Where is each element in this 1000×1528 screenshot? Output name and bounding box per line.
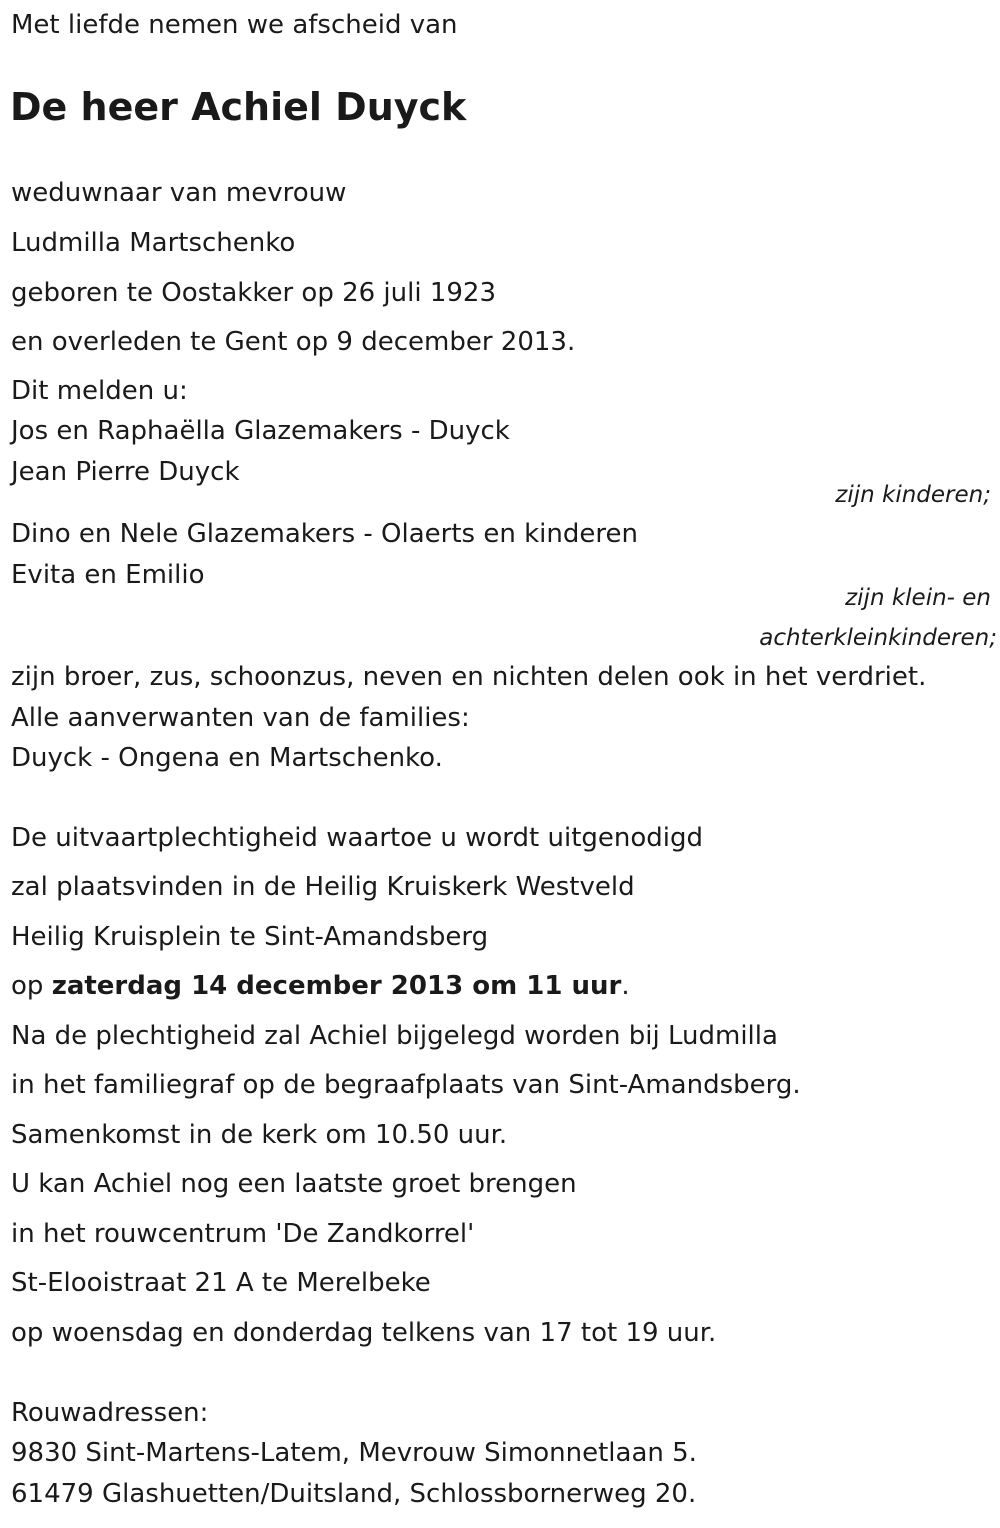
grandchildren-role: achterkleinkinderen; — [759, 625, 997, 651]
bio-line: geboren te Oostakker op 26 juli 1923 — [11, 278, 497, 308]
ceremony-line: St-Elooistraat 21 A te Merelbeke — [11, 1268, 431, 1298]
grandchild-line: Dino en Nele Glazemakers - Olaerts en kinderen — [11, 519, 638, 549]
bio-line: Ludmilla Martschenko — [11, 228, 296, 258]
others-line: zijn broer, zus, schoonzus, neven en nichten delen ook in het verdriet. — [11, 662, 927, 692]
grandchildren-role: zijn klein- en — [845, 585, 991, 611]
ceremony-line: op woensdag en donderdag telkens van 17 tot 19 uur. — [11, 1318, 717, 1348]
addresses-heading: Rouwadressen: — [11, 1398, 209, 1428]
bio-line: en overleden te Gent op 9 december 2013. — [11, 327, 576, 357]
others-line: Duyck - Ongena en Martschenko. — [11, 743, 443, 773]
ceremony-line: U kan Achiel nog een laatste groet brengen — [11, 1169, 577, 1199]
children-role: zijn kinderen; — [835, 482, 991, 508]
ceremony-line: in het rouwcentrum 'De Zandkorrel' — [11, 1219, 475, 1249]
announcers-intro: Dit melden u: — [11, 376, 188, 406]
grandchild-line: Evita en Emilio — [11, 560, 205, 590]
child-line: Jos en Raphaëlla Glazemakers - Duyck — [11, 416, 510, 446]
others-line: Alle aanverwanten van de families: — [11, 703, 470, 733]
date-suffix: . — [621, 971, 630, 1001]
date-prefix: op — [11, 971, 52, 1001]
ceremony-line: Heilig Kruisplein te Sint-Amandsberg — [11, 922, 489, 952]
ceremony-line: in het familiegraf op de begraafplaats van Sint-Amandsberg. — [11, 1070, 801, 1100]
ceremony-line: Na de plechtigheid zal Achiel bijgelegd worden bij Ludmilla — [11, 1021, 778, 1051]
bio-line: weduwnaar van mevrouw — [11, 178, 347, 208]
ceremony-date — [11, 969, 630, 1003]
deceased-name: De heer Achiel Duyck — [10, 85, 467, 129]
ceremony-line: Samenkomst in de kerk om 10.50 uur. — [11, 1120, 508, 1150]
date-bold: zaterdag 14 december 2013 om 11 uur — [51, 971, 622, 1001]
child-line: Jean Pierre Duyck — [11, 457, 240, 487]
ceremony-line: De uitvaartplechtigheid waartoe u wordt uitgenodigd — [11, 823, 704, 853]
intro-text: Met liefde nemen we afscheid van — [11, 10, 458, 40]
address-line: 9830 Sint-Martens-Latem, Mevrouw Simonnetlaan 5. — [11, 1438, 697, 1468]
ceremony-line: zal plaatsvinden in de Heilig Kruiskerk Westveld — [11, 872, 635, 902]
address-line: 61479 Glashuetten/Duitsland, Schlossbornerweg 20. — [11, 1479, 697, 1509]
